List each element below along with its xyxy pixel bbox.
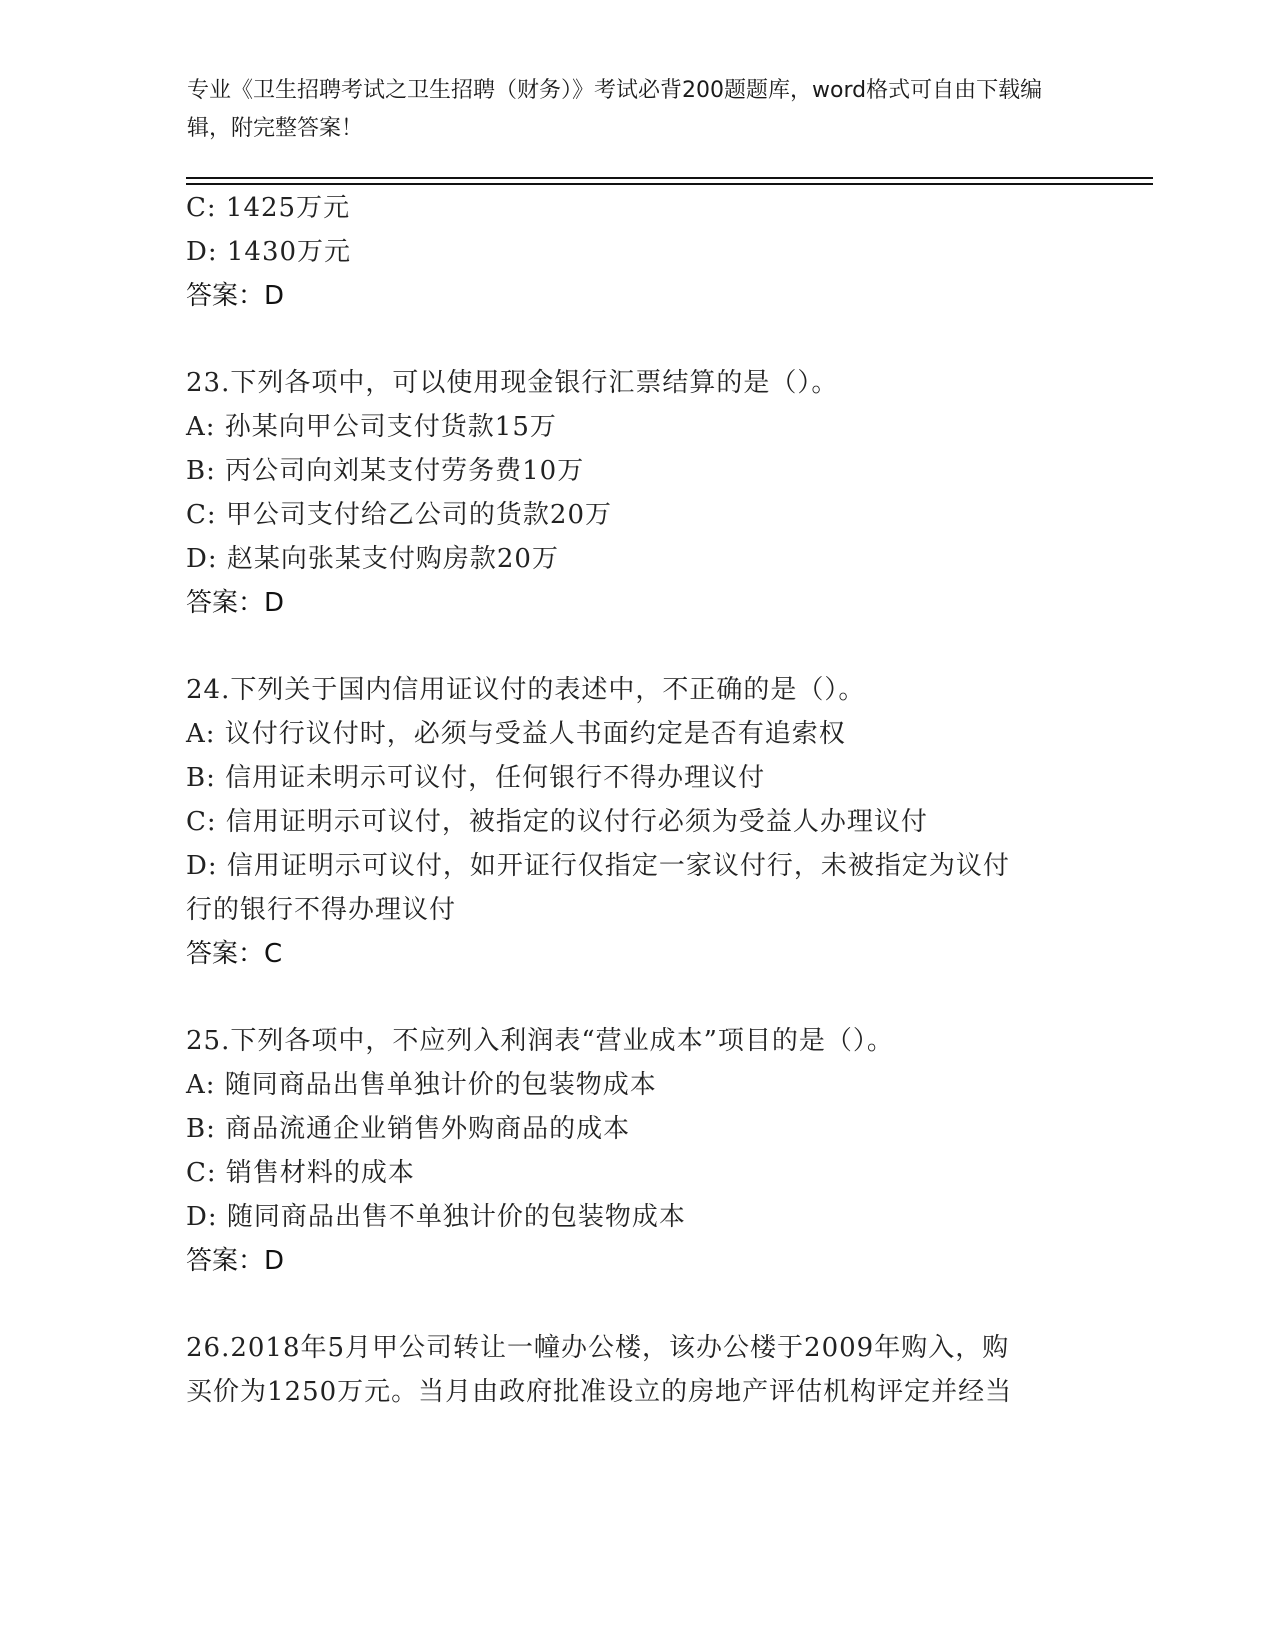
- question-option: D: 随同商品出售不单独计价的包装物成本: [186, 1202, 686, 1232]
- question-answer: 答案：D: [186, 588, 285, 618]
- question-option-continued: 行的银行不得办理议付: [186, 895, 457, 925]
- question-option: A: 议付行议付时，必须与受益人书面约定是否有追索权: [186, 719, 846, 749]
- prev-option-c: C: 1425万元: [186, 193, 351, 223]
- header-divider-bottom: [186, 183, 1153, 185]
- question-option: A: 孙某向甲公司支付货款15万: [186, 412, 557, 442]
- question-option: A: 随同商品出售单独计价的包装物成本: [186, 1070, 657, 1100]
- document-header: 专业《卫生招聘考试之卫生招聘（财务）》考试必背200题题库，word格式可自由下载编辑，附完整答案！: [187, 78, 1043, 141]
- question-answer: 答案：D: [186, 1246, 285, 1276]
- question-answer: 答案：C: [186, 939, 283, 969]
- question-option: B: 商品流通企业销售外购商品的成本: [186, 1114, 631, 1144]
- question-option: D: 信用证明示可议付，如开证行仅指定一家议付行，未被指定为议付: [186, 851, 1010, 881]
- question-stem: 25.下列各项中，不应列入利润表“营业成本”项目的是（）。: [186, 1026, 894, 1056]
- question-stem: 24.下列关于国内信用证议付的表述中，不正确的是（）。: [186, 675, 866, 705]
- question-stem-continued: 买价为1250万元。当月由政府批准设立的房地产评估机构评定并经当: [186, 1377, 1013, 1407]
- question-option: C: 销售材料的成本: [186, 1158, 415, 1188]
- question-stem: 26.2018年5月甲公司转让一幢办公楼，该办公楼于2009年购入，购: [186, 1333, 1010, 1363]
- question-option: C: 甲公司支付给乙公司的货款20万: [186, 500, 613, 530]
- question-stem: 23.下列各项中，可以使用现金银行汇票结算的是（）。: [186, 368, 839, 398]
- question-option: B: 信用证未明示可议付，任何银行不得办理议付: [186, 763, 766, 793]
- prev-option-d: D: 1430万元: [186, 237, 352, 267]
- question-option: C: 信用证明示可议付，被指定的议付行必须为受益人办理议付: [186, 807, 928, 837]
- question-option: B: 丙公司向刘某支付劳务费10万: [186, 456, 585, 486]
- question-option: D: 赵某向张某支付购房款20万: [186, 544, 559, 574]
- prev-answer: 答案：D: [186, 281, 285, 311]
- header-divider-top: [186, 177, 1153, 179]
